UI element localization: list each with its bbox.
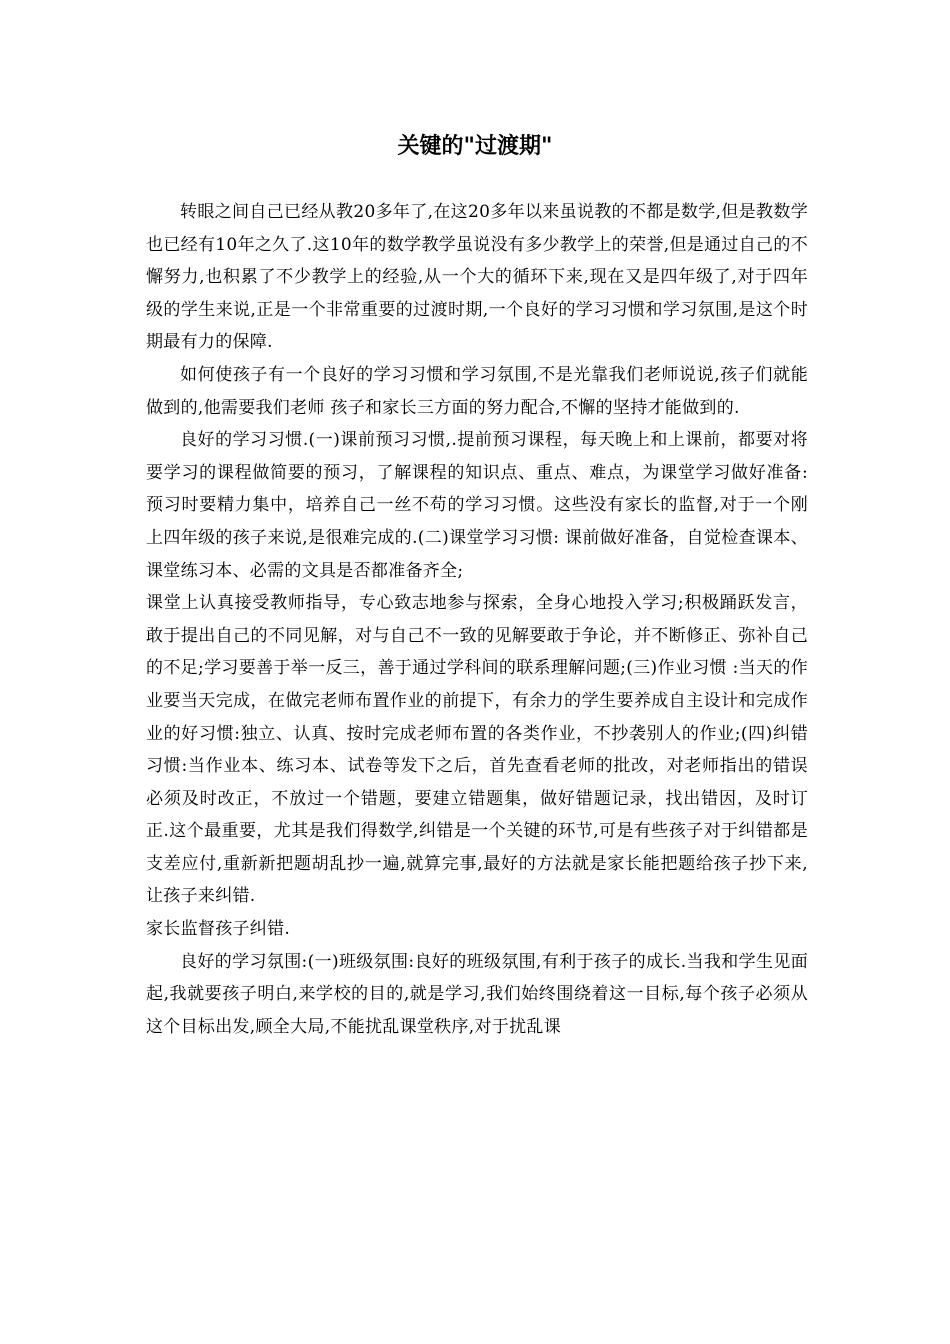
- paragraph-cooperation: 如何使孩子有一个良好的学习习惯和学习氛围,不是光靠我们老师说说,孩子们就能做到的,他需要我们老师 孩子和家长三方面的努力配合,不懈的坚持才能做到的.: [146, 364, 808, 418]
- paragraph-parent-supervision: 家长监督孩子纠错.: [146, 919, 291, 940]
- document-title: 关键的"过渡期": [397, 134, 553, 159]
- paragraph-study-atmosphere: 良好的学习氛围:(一)班级氛围:良好的班级氛围,有利于孩子的成长.当我和学生见面起,我就要孩子明白,来学校的目的,就是学习,我们始终围绕着这一目标,每个孩子必须从这个目标出发,顾全大局,不能扰乱课堂秩序,对于扰乱课: [146, 951, 808, 1037]
- document-body: [146, 196, 808, 1043]
- paragraph-classroom-habits: 课堂上认真接受教师指导，专心致志地参与探索，全身心地投入学习;积极踊跃发言，敢于提出自己的不同见解，对与自己不一致的见解要敢于争论，并不断修正、弥补自己的不足;学习要善于举一反三，善于通过学科间的联系理解问题;(三)作业习惯 :当天的作业要当天完成，在做完老师布置作业的前提下，有余力的学生要养成自主设计和完成作业的好习惯:独立、认真、按时完成老师布置的各类作业，不抄袭别人的作业;(四)纠错习惯:当作业本、练习本、试卷等发下之后，首先查看老师的批改，对老师指出的错误必须及时改正，不放过一个错题，要建立错题集，做好错题记录，找出错因，及时订正.这个最重要，尤其是我们得数学,纠错是一个关键的环节,可是有些孩子对于纠错都是支差应付,重新新把题胡乱抄一遍,就算完事,最好的方法就是家长能把题给孩子抄下来,让孩子来纠错.: [146, 593, 808, 907]
- paragraph-intro: 转眼之间自己已经从教20多年了,在这20多年以来虽说教的不都是数学,但是教数学也已经有10年之久了.这10年的数学教学虽说没有多少教学上的荣誉,但是通过自己的不懈努力,也积累了不少教学上的经验,从一个大的循环下来,现在又是四年级了,对于四年级的学生来说,正是一个非常重要的过渡时期,一个良好的学习习惯和学习氛围,是这个时期最有力的保障.: [146, 202, 808, 353]
- paragraph-study-habits: 良好的学习习惯.(一)课前预习习惯,.提前预习课程，每天晚上和上课前，都要对将要学习的课程做简要的预习，了解课程的知识点、重点、难点，为课堂学习做好准备:预习时要精力集中，培养自己一丝不苟的学习习惯。这些没有家长的监督,对于一个刚上四年级的孩子来说,是很难完成的.(二)课堂学习习惯: 课前做好准备，自觉检查课本、课堂练习本、必需的文具是否都准备齐全;: [146, 430, 808, 581]
